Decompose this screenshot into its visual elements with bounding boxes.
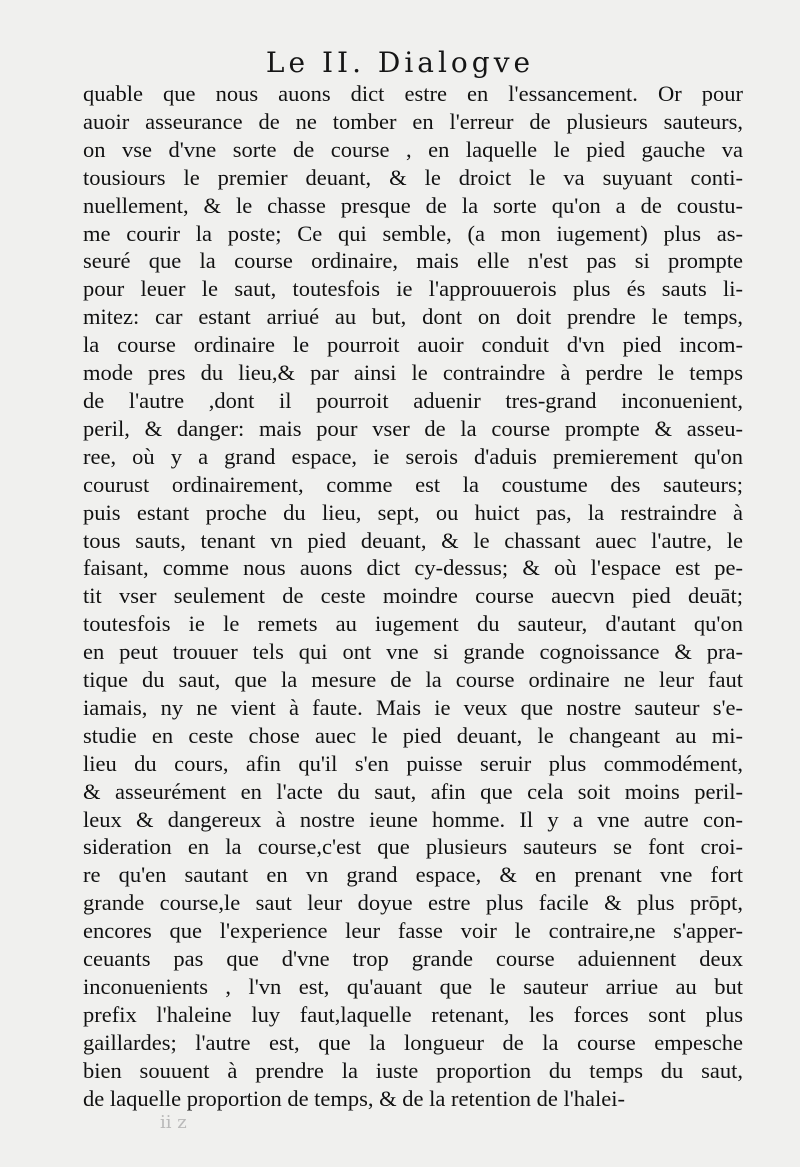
text-line: la course ordinaire le pourroit auoir conduit d'vn pied incom- <box>83 332 743 358</box>
text-line: lieu du cours, afin qu'il s'en puisse seruir plus commodément, <box>83 750 743 776</box>
text-line: tit vser seulement de ceste moindre course auecvn pied deuāt; <box>83 583 743 609</box>
text-line: re qu'en sautant en vn grand espace, & en prenant vne fort <box>83 862 743 888</box>
text-line: puis estant proche du lieu, sept, ou huict pas, la restraindre à <box>83 499 743 525</box>
text-line: tous sauts, tenant vn pied deuant, & le chassant auec l'autre, le <box>83 527 743 553</box>
text-line: peril, & danger: mais pour vser de la course prompte & asseu- <box>83 415 743 441</box>
text-line: quable que nous auons dict estre en l'essancement. Or pour <box>83 81 743 106</box>
text-line: pour leuer le saut, toutesfois ie l'approuuerois plus és sauts li- <box>83 276 743 302</box>
text-line: seuré que la course ordinaire, mais elle n'est pas si prompte <box>83 248 743 274</box>
text-line: mitez: car estant arriué au but, dont on doit prendre le temps, <box>83 304 743 330</box>
text-line: auoir asseurance de ne tomber en l'erreur de plusieurs sauteurs, <box>83 108 743 134</box>
text-line: tique du saut, que la mesure de la course ordinaire ne leur faut <box>83 667 743 693</box>
text-line: bien souuent à prendre la iuste proportion du temps du saut, <box>83 1057 743 1083</box>
text-line: grande course,le saut leur doyue estre plus facile & plus prōpt, <box>83 890 743 916</box>
text-line: ree, où y a grand espace, ie serois d'aduis premierement qu'on <box>83 443 743 469</box>
text-line: en peut trouuer tels qui ont vne si grande cognoissance & pra- <box>83 639 743 665</box>
text-line: me courir la poste; Ce qui semble, (a mon iugement) plus as- <box>83 220 743 246</box>
text-line: de laquelle proportion de temps, & de la retention de l'halei- <box>83 1085 625 1111</box>
text-line: sideration en la course,c'est que plusieurs sauteurs se font croi- <box>83 834 743 860</box>
text-line: mode pres du lieu,& par ainsi le contraindre à perdre le temps <box>83 360 743 386</box>
text-line: faisant, comme nous auons dict cy-dessus; & où l'espace est pe- <box>83 555 743 581</box>
body-text <box>83 80 743 1113</box>
bottom-marks: ii z <box>160 1112 187 1133</box>
text-line: encores que l'experience leur fasse voir le contraire,ne s'apper- <box>83 918 743 944</box>
text-line: ceuants pas que d'vne trop grande course aduiennent deux <box>83 946 743 972</box>
text-line: prefix l'haleine luy faut,laquelle retenant, les forces sont plus <box>83 1001 743 1027</box>
text-line: iamais, ny ne vient à faute. Mais ie veux que nostre sauteur s'e- <box>83 694 743 720</box>
text-line: courust ordinairement, comme est la coustume des sauteurs; <box>83 471 743 497</box>
text-line: nuellement, & le chasse presque de la sorte qu'on a de coustu- <box>83 192 743 218</box>
text-line: de l'autre ,dont il pourroit aduenir tres-grand inconuenient, <box>83 387 743 413</box>
text-line: leux & dangereux à nostre ieune homme. Il y a vne autre con- <box>83 806 743 832</box>
text-line: toutesfois ie le remets au iugement du sauteur, d'autant qu'on <box>83 611 743 637</box>
text-line: inconuenients , l'vn est, qu'auant que le sauteur arriue au but <box>83 974 743 999</box>
text-line: studie en ceste chose auec le pied deuant, le changeant au mi- <box>83 722 743 748</box>
text-line: & asseurément en l'acte du saut, afin que cela soit moins peril- <box>83 778 743 804</box>
running-title: Le II. Dialogve <box>265 46 535 79</box>
text-line: on vse d'vne sorte de course , en laquelle le pied gauche va <box>83 136 743 162</box>
text-line: tousiours le premier deuant, & le droict le va suyuant conti- <box>83 164 743 190</box>
text-line: gaillardes; l'autre est, que la longueur de la course empesche <box>83 1029 743 1055</box>
